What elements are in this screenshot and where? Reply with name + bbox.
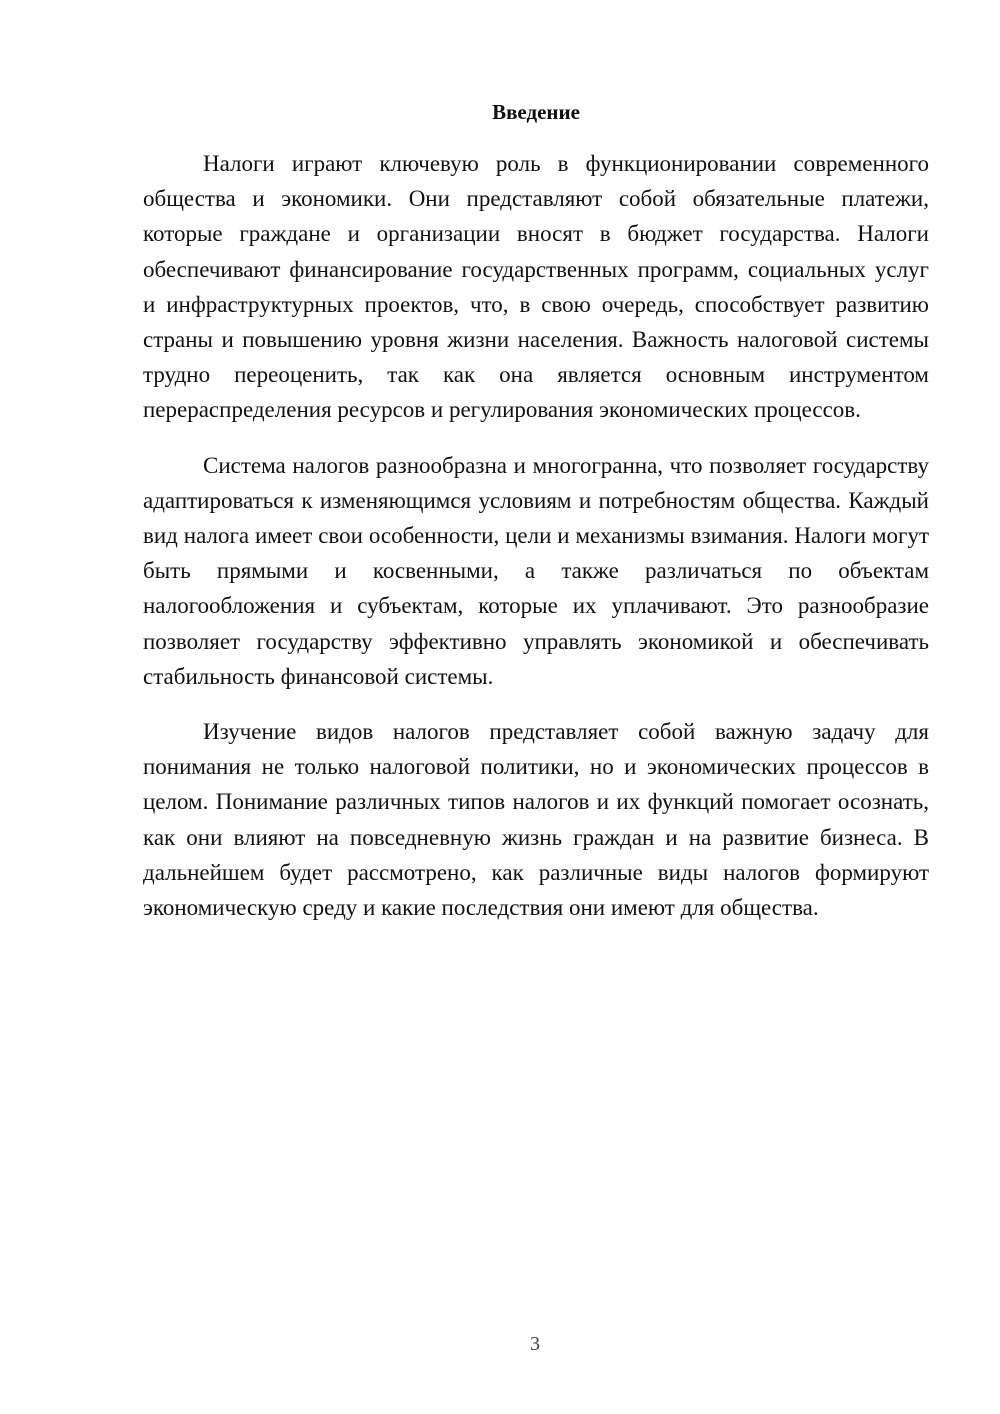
section-title: Введение [492, 100, 580, 124]
page-number: 3 [530, 1333, 540, 1355]
paragraph-2: Система налогов разнообразна и многогранна, что позволяет государству адаптироваться к изменяющимся условиям и потребностям общества. Каждый вид налога имеет свои особенности, цели и механизмы взимания. Налоги могут быть прямыми и косвенными, а также различаться по объектам налогообложения и субъектам, которые их уплачивают. Это разнообразие позволяет государству эффективно управлять экономикой и обеспечивать стабильность финансовой системы. [143, 452, 929, 689]
page-content [143, 98, 929, 945]
paragraph-1: Налоги играют ключевую роль в функционировании современного общества и экономики. Они представляют собой обязательные платежи, которые граждане и организации вносят в бюджет государства. Налоги обеспечивают финансирование государственных программ, социальных услуг и инфраструктурных проектов, что, в свою очередь, способствует развитию страны и повышению уровня жизни населения. Важность налоговой системы трудно переоценить, так как она является основным инструментом перераспределения ресурсов и регулирования экономических процессов. [143, 151, 929, 423]
paragraph-3: Изучение видов налогов представляет собой важную задачу для понимания не только налоговой политики, но и экономических процессов в целом. Понимание различных типов налогов и их функций помогает осознать, как они влияют на повседневную жизнь граждан и на развитие бизнеса. В дальнейшем будет рассмотрено, как различные виды налогов формируют экономическую среду и какие последствия они имеют для общества. [143, 719, 929, 921]
